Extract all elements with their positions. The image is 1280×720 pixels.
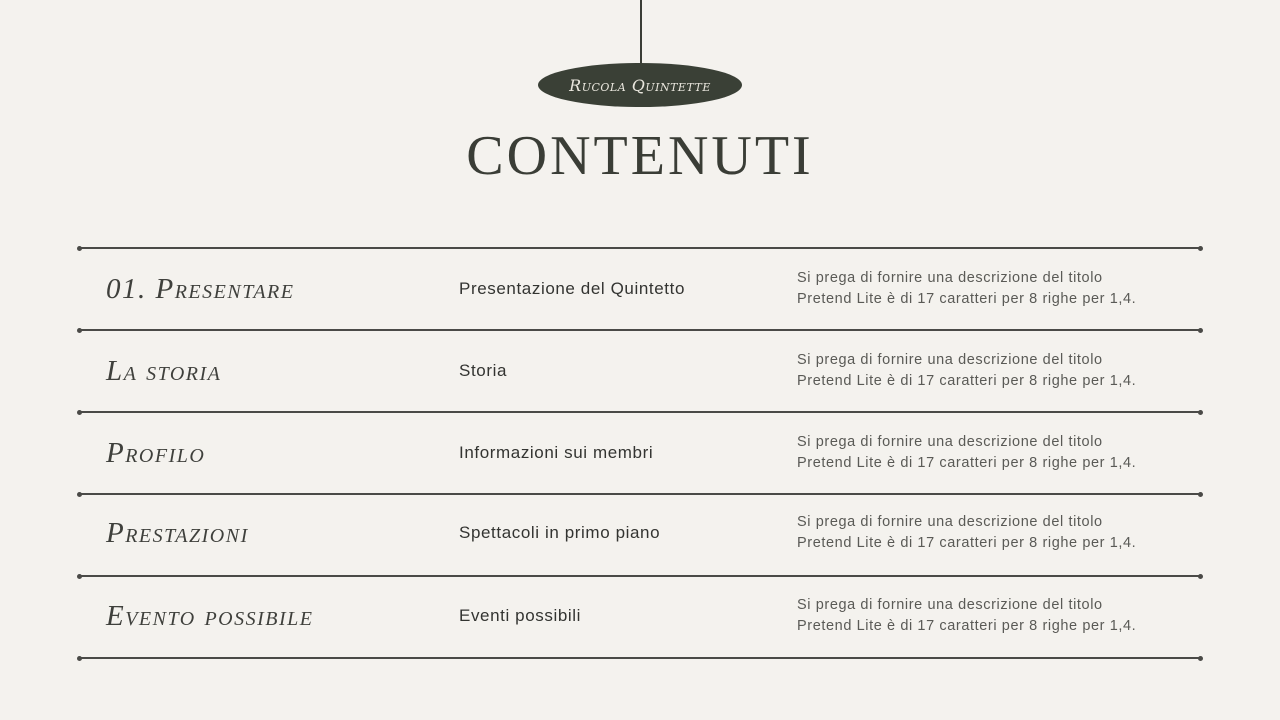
row-heading: Evento possibile — [106, 599, 314, 632]
brand-badge — [538, 63, 742, 107]
contents-row-2[interactable] — [80, 331, 1200, 411]
row-description — [797, 576, 1136, 656]
brand-badge-label: Rucola Quintette — [569, 75, 711, 95]
row-subtitle: Spettacoli in primo piano — [459, 523, 661, 542]
row-subtitle: Eventi possibili — [459, 606, 582, 625]
row-subtitle: Presentazione del Quintetto — [459, 279, 686, 298]
row-description-line-1: Si prega di fornire una descrizione del titolo — [797, 352, 1103, 368]
row-description — [797, 331, 1136, 411]
divider-bottom — [80, 657, 1200, 659]
contents-row-1[interactable] — [80, 249, 1200, 329]
row-description-line-1: Si prega di fornire una descrizione del titolo — [797, 434, 1103, 450]
row-description — [797, 249, 1136, 329]
row-heading: 01. Presentare — [106, 272, 295, 305]
row-heading: La storia — [106, 354, 222, 387]
contents-row-3[interactable] — [80, 413, 1200, 493]
row-description-line-2: Pretend Lite è di 17 caratteri per 8 righe per 1,4. — [797, 291, 1137, 307]
row-description-line-2: Pretend Lite è di 17 caratteri per 8 righe per 1,4. — [797, 618, 1137, 634]
row-heading: Prestazioni — [106, 516, 249, 549]
badge-hanger-line — [640, 0, 642, 64]
row-description-line-2: Pretend Lite è di 17 caratteri per 8 righe per 1,4. — [797, 373, 1137, 389]
row-description — [797, 413, 1136, 493]
row-heading: Profilo — [106, 436, 206, 469]
page-title: CONTENUTI — [466, 125, 814, 187]
row-description-line-1: Si prega di fornire una descrizione del titolo — [797, 597, 1103, 613]
row-description — [797, 493, 1136, 573]
row-subtitle: Storia — [459, 361, 508, 380]
contents-row-5[interactable] — [80, 576, 1200, 656]
row-description-line-2: Pretend Lite è di 17 caratteri per 8 righe per 1,4. — [797, 455, 1137, 471]
row-description-line-1: Si prega di fornire una descrizione del titolo — [797, 270, 1103, 286]
row-description-line-2: Pretend Lite è di 17 caratteri per 8 righe per 1,4. — [797, 535, 1137, 551]
row-subtitle: Informazioni sui membri — [459, 443, 654, 462]
row-description-line-1: Si prega di fornire una descrizione del titolo — [797, 514, 1103, 530]
contents-row-4[interactable] — [80, 493, 1200, 573]
